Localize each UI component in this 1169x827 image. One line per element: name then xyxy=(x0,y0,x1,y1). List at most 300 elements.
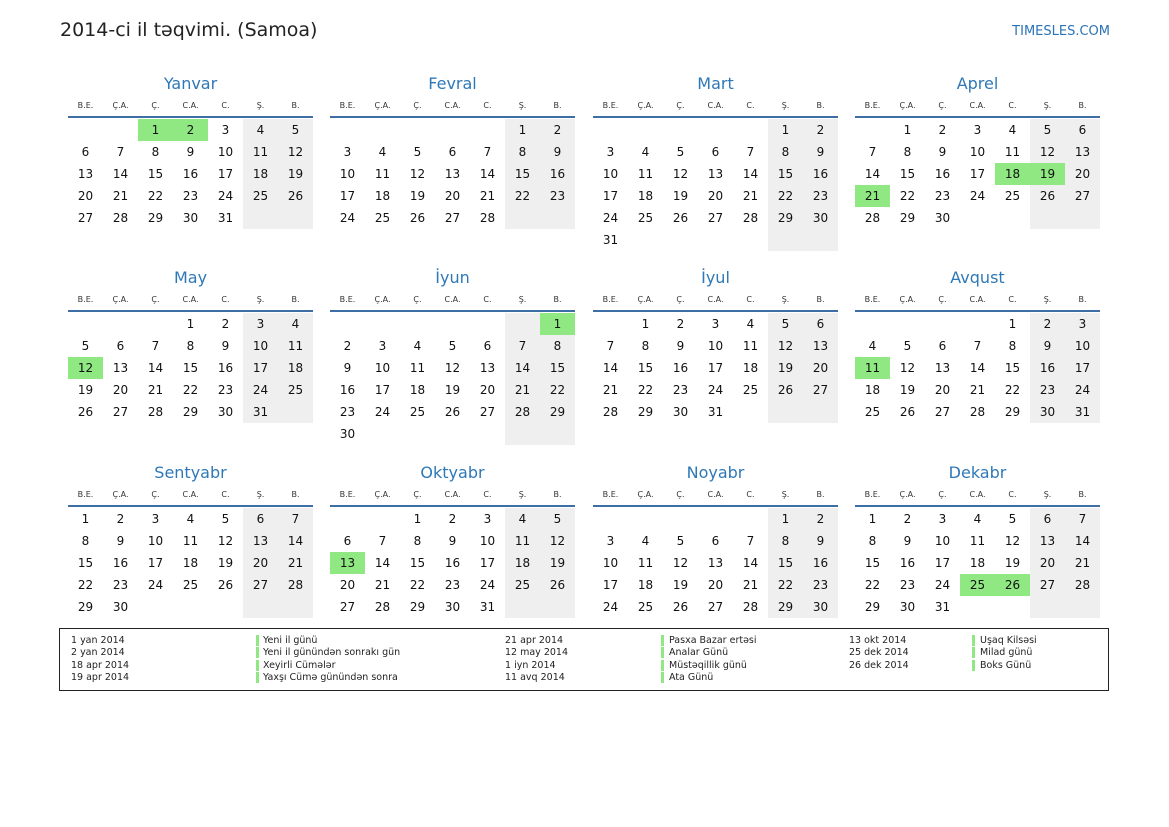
day-cell: 4 xyxy=(413,339,422,353)
day-cell: 9 xyxy=(221,339,230,353)
day-cell: 3 xyxy=(938,512,947,526)
legend-holiday-name: Pasxa Bazar ertəsi xyxy=(669,635,757,646)
day-cell: 20 xyxy=(339,578,356,592)
day-cell: 11 xyxy=(409,361,426,375)
day-cell: 7 xyxy=(505,335,540,357)
weekday-label: C. xyxy=(483,101,492,110)
day-cell: 5 xyxy=(676,145,685,159)
day-cell: 4 xyxy=(1008,123,1017,137)
weekend-cell-empty xyxy=(540,207,575,229)
day-cell: 29 xyxy=(864,600,881,614)
legend-color-marker xyxy=(661,660,664,671)
day-cell: 16 xyxy=(112,556,129,570)
day-cell: 5 xyxy=(81,339,90,353)
day-cell: 28 xyxy=(505,401,540,423)
day-cell: 2 xyxy=(1030,313,1065,335)
day-cell: 4 xyxy=(641,145,650,159)
day-cell-holiday: 19 xyxy=(1030,163,1065,185)
day-cell: 25 xyxy=(637,600,654,614)
day-cell: 1 xyxy=(186,317,195,331)
day-cell: 14 xyxy=(147,361,164,375)
day-cell: 24 xyxy=(374,405,391,419)
month-name: Oktyabr xyxy=(420,463,485,482)
legend-holiday-name: Analar Günü xyxy=(669,647,729,659)
day-cell: 22 xyxy=(768,574,803,596)
day-cell: 22 xyxy=(1004,383,1021,397)
weekday-label: Ç. xyxy=(676,295,685,304)
day-cell: 16 xyxy=(672,361,689,375)
weekday-label: Ş. xyxy=(518,101,527,110)
day-cell: 18 xyxy=(374,189,391,203)
day-cell: 22 xyxy=(768,185,803,207)
day-cell: 3 xyxy=(221,123,230,137)
day-cell: 6 xyxy=(116,339,125,353)
weekday-label: Ç.A. xyxy=(899,490,916,499)
month-divider xyxy=(593,505,838,507)
day-cell: 12 xyxy=(672,556,689,570)
weekday-label: C. xyxy=(221,101,230,110)
day-cell: 27 xyxy=(1030,574,1065,596)
day-cell: 5 xyxy=(413,145,422,159)
day-cell: 28 xyxy=(278,574,313,596)
day-cell: 9 xyxy=(676,339,685,353)
legend-color-marker xyxy=(661,635,664,646)
day-cell: 17 xyxy=(243,357,278,379)
day-cell: 9 xyxy=(540,141,575,163)
day-cell: 10 xyxy=(969,145,986,159)
weekday-label: Ç.A. xyxy=(637,295,654,304)
weekday-label: B.E. xyxy=(602,101,619,110)
legend-holiday-name: Ata Günü xyxy=(669,671,714,683)
day-cell: 29 xyxy=(637,405,654,419)
weekday-label: Ş. xyxy=(1043,490,1052,499)
legend-color-marker xyxy=(661,672,664,683)
day-cell: 19 xyxy=(77,383,94,397)
day-cell: 7 xyxy=(868,145,877,159)
legend-date: 19 apr 2014 xyxy=(71,671,130,683)
day-cell: 23 xyxy=(540,185,575,207)
weekday-label: Ş. xyxy=(781,295,790,304)
day-cell: 22 xyxy=(505,185,540,207)
day-cell: 28 xyxy=(374,600,391,614)
day-cell: 8 xyxy=(540,335,575,357)
month-block xyxy=(68,74,313,274)
weekday-header xyxy=(593,490,838,504)
day-cell: 1 xyxy=(81,512,90,526)
month-divider xyxy=(855,310,1100,312)
day-cell: 22 xyxy=(899,189,916,203)
weekday-label: C. xyxy=(221,295,230,304)
weekday-label: B.E. xyxy=(77,295,94,304)
weekday-label: B.E. xyxy=(77,101,94,110)
weekday-label: C. xyxy=(1008,101,1017,110)
day-cell: 24 xyxy=(339,211,356,225)
legend-color-marker xyxy=(256,635,259,646)
day-cell: 2 xyxy=(803,508,838,530)
day-cell: 26 xyxy=(1030,185,1065,207)
day-cell: 13 xyxy=(1030,530,1065,552)
day-cell: 8 xyxy=(413,534,422,548)
day-cell-holiday: 21 xyxy=(855,185,890,207)
weekday-label: C.A. xyxy=(444,101,461,110)
day-cell: 15 xyxy=(899,167,916,181)
weekday-header xyxy=(855,295,1100,309)
day-cell: 15 xyxy=(409,556,426,570)
day-cell: 26 xyxy=(77,405,94,419)
weekday-label: Ç.A. xyxy=(112,101,129,110)
day-cell: 12 xyxy=(540,530,575,552)
weekday-label: C. xyxy=(1008,295,1017,304)
day-cell: 4 xyxy=(868,339,877,353)
day-cell: 2 xyxy=(938,123,947,137)
weekday-label: B.E. xyxy=(77,490,94,499)
day-cell: 23 xyxy=(899,578,916,592)
day-cell: 2 xyxy=(221,317,230,331)
day-cell: 30 xyxy=(217,405,234,419)
day-cell: 26 xyxy=(217,578,234,592)
day-cell: 15 xyxy=(505,163,540,185)
legend-date: 12 may 2014 xyxy=(505,647,569,659)
weekday-label: Ş. xyxy=(518,490,527,499)
weekday-header xyxy=(68,101,313,115)
day-cell: 28 xyxy=(969,405,986,419)
day-cell: 24 xyxy=(969,189,986,203)
day-cell: 21 xyxy=(742,189,759,203)
day-cell: 14 xyxy=(742,556,759,570)
legend-color-marker xyxy=(972,647,975,658)
day-cell: 23 xyxy=(217,383,234,397)
legend-date: 18 apr 2014 xyxy=(71,659,130,671)
month-block xyxy=(855,74,1100,274)
weekend-cell-empty xyxy=(505,596,540,618)
day-cell: 20 xyxy=(444,189,461,203)
day-cell: 1 xyxy=(505,119,540,141)
day-cell: 19 xyxy=(672,578,689,592)
day-cell: 25 xyxy=(409,405,426,419)
day-cell: 11 xyxy=(1004,145,1021,159)
day-cell: 4 xyxy=(641,534,650,548)
day-cell: 3 xyxy=(606,145,615,159)
legend-date: 11 avq 2014 xyxy=(505,671,565,683)
day-cell: 2 xyxy=(676,317,685,331)
day-cell: 1 xyxy=(413,512,422,526)
day-cell: 5 xyxy=(903,339,912,353)
day-cell: 22 xyxy=(409,578,426,592)
day-cell: 6 xyxy=(711,145,720,159)
day-cell: 25 xyxy=(243,185,278,207)
day-cell: 24 xyxy=(217,189,234,203)
weekday-label: Ç. xyxy=(676,490,685,499)
day-cell: 15 xyxy=(864,556,881,570)
day-cell: 29 xyxy=(899,211,916,225)
month-block xyxy=(330,74,575,274)
day-cell: 8 xyxy=(768,141,803,163)
holiday-legend xyxy=(59,628,1109,691)
day-cell: 7 xyxy=(378,534,387,548)
day-cell: 22 xyxy=(637,383,654,397)
day-cell: 12 xyxy=(1004,534,1021,548)
day-cell: 24 xyxy=(243,379,278,401)
day-cell: 5 xyxy=(448,339,457,353)
weekday-label: Ç. xyxy=(938,295,947,304)
weekday-label: Ç.A. xyxy=(112,295,129,304)
month-name: Mart xyxy=(697,74,734,93)
day-cell: 5 xyxy=(221,512,230,526)
weekday-label: C.A. xyxy=(444,490,461,499)
day-cell: 13 xyxy=(77,167,94,181)
weekday-label: B.E. xyxy=(864,101,881,110)
month-name: Sentyabr xyxy=(154,463,227,482)
legend-date: 1 yan 2014 xyxy=(71,635,125,646)
day-cell: 12 xyxy=(409,167,426,181)
day-cell: 22 xyxy=(864,578,881,592)
day-cell: 11 xyxy=(637,556,654,570)
weekday-label: C. xyxy=(746,295,755,304)
day-cell: 30 xyxy=(444,600,461,614)
day-cell: 27 xyxy=(479,405,496,419)
day-cell: 18 xyxy=(505,552,540,574)
day-cell: 6 xyxy=(483,339,492,353)
day-cell: 27 xyxy=(934,405,951,419)
day-cell: 9 xyxy=(803,141,838,163)
day-cell: 6 xyxy=(1065,119,1100,141)
day-cell: 18 xyxy=(243,163,278,185)
day-cell: 18 xyxy=(278,357,313,379)
day-cell: 16 xyxy=(339,383,356,397)
weekday-label: C.A. xyxy=(707,490,724,499)
day-cell: 7 xyxy=(278,508,313,530)
day-cell: 27 xyxy=(803,379,838,401)
month-divider xyxy=(330,310,575,312)
legend-holiday-name: Yeni il günündən sonrakı gün xyxy=(263,647,401,659)
day-cell: 23 xyxy=(182,189,199,203)
day-cell: 4 xyxy=(746,317,755,331)
day-cell: 13 xyxy=(803,335,838,357)
day-cell: 11 xyxy=(505,530,540,552)
day-cell: 16 xyxy=(803,552,838,574)
month-divider xyxy=(855,505,1100,507)
day-cell: 18 xyxy=(637,578,654,592)
day-cell: 11 xyxy=(243,141,278,163)
day-cell: 16 xyxy=(540,163,575,185)
day-cell: 20 xyxy=(77,189,94,203)
day-cell: 21 xyxy=(505,379,540,401)
weekday-label: B.E. xyxy=(339,295,356,304)
day-cell: 26 xyxy=(768,379,803,401)
day-cell: 4 xyxy=(278,313,313,335)
day-cell: 19 xyxy=(444,383,461,397)
day-cell: 15 xyxy=(540,357,575,379)
day-cell: 14 xyxy=(278,530,313,552)
day-cell: 15 xyxy=(77,556,94,570)
weekend-cell-empty xyxy=(243,596,278,618)
day-cell: 1 xyxy=(768,119,803,141)
weekday-label: Ç.A. xyxy=(637,490,654,499)
legend-color-marker xyxy=(972,660,975,671)
weekend-cell-empty xyxy=(768,229,803,251)
legend-date: 2 yan 2014 xyxy=(71,647,125,659)
day-cell: 6 xyxy=(448,145,457,159)
weekday-label: B.E. xyxy=(864,490,881,499)
day-cell: 20 xyxy=(243,552,278,574)
day-cell: 1 xyxy=(903,123,912,137)
weekday-label: Ç. xyxy=(938,101,947,110)
day-cell: 28 xyxy=(742,211,759,225)
day-cell: 4 xyxy=(243,119,278,141)
legend-date: 13 okt 2014 xyxy=(849,635,907,646)
day-cell: 20 xyxy=(479,383,496,397)
weekend-cell-empty xyxy=(540,423,575,445)
weekday-label: Ç.A. xyxy=(374,295,391,304)
day-cell: 23 xyxy=(444,578,461,592)
day-cell: 10 xyxy=(374,361,391,375)
weekend-cell-empty xyxy=(278,401,313,423)
month-divider xyxy=(855,116,1100,118)
weekday-header xyxy=(68,295,313,309)
day-cell: 28 xyxy=(479,211,496,225)
legend-holiday-name: Boks Günü xyxy=(980,659,1032,671)
day-cell: 21 xyxy=(1065,552,1100,574)
day-cell: 19 xyxy=(672,189,689,203)
legend-holiday-name: Milad günü xyxy=(980,647,1033,659)
day-cell: 30 xyxy=(339,427,356,441)
day-cell: 31 xyxy=(707,405,724,419)
weekday-header xyxy=(593,101,838,115)
day-cell: 4 xyxy=(973,512,982,526)
day-cell: 29 xyxy=(540,401,575,423)
weekday-label: Ç.A. xyxy=(112,490,129,499)
day-cell: 21 xyxy=(374,578,391,592)
day-cell: 29 xyxy=(768,207,803,229)
day-cell: 20 xyxy=(112,383,129,397)
weekday-label: B.E. xyxy=(602,490,619,499)
day-cell: 27 xyxy=(707,600,724,614)
weekday-label: B. xyxy=(1078,101,1087,110)
day-cell: 2 xyxy=(116,512,125,526)
legend-color-marker xyxy=(661,647,664,658)
weekday-label: Ş. xyxy=(256,295,265,304)
day-cell: 8 xyxy=(186,339,195,353)
day-cell: 30 xyxy=(112,600,129,614)
day-cell: 19 xyxy=(278,163,313,185)
month-block xyxy=(593,74,838,274)
day-cell-holiday: 11 xyxy=(855,357,890,379)
day-cell: 17 xyxy=(934,556,951,570)
weekday-label: B. xyxy=(291,295,300,304)
weekday-label: Ş. xyxy=(781,490,790,499)
day-cell: 25 xyxy=(505,574,540,596)
day-cell: 11 xyxy=(374,167,391,181)
day-cell-holiday: 26 xyxy=(995,574,1030,596)
day-cell-holiday: 2 xyxy=(173,119,208,141)
weekday-label: B. xyxy=(816,490,825,499)
day-cell: 18 xyxy=(969,556,986,570)
month-name: İyul xyxy=(701,268,730,287)
day-cell: 4 xyxy=(186,512,195,526)
day-cell: 26 xyxy=(278,185,313,207)
day-cell: 21 xyxy=(278,552,313,574)
day-cell: 18 xyxy=(742,361,759,375)
day-cell: 26 xyxy=(672,211,689,225)
day-cell: 20 xyxy=(1065,163,1100,185)
legend-color-marker xyxy=(256,647,259,658)
day-cell: 12 xyxy=(217,534,234,548)
day-cell: 12 xyxy=(899,361,916,375)
weekday-label: Ç.A. xyxy=(899,295,916,304)
day-cell: 8 xyxy=(1008,339,1017,353)
page-title: 2014-ci il təqvimi. (Samoa) xyxy=(60,19,318,41)
day-cell: 8 xyxy=(641,339,650,353)
day-cell: 24 xyxy=(602,600,619,614)
day-cell: 19 xyxy=(1004,556,1021,570)
weekday-label: Ç. xyxy=(151,295,160,304)
day-cell: 11 xyxy=(969,534,986,548)
day-cell: 15 xyxy=(182,361,199,375)
day-cell: 31 xyxy=(934,600,951,614)
weekday-label: Ş. xyxy=(256,101,265,110)
day-cell: 31 xyxy=(602,233,619,247)
day-cell: 10 xyxy=(707,339,724,353)
site-link[interactable]: TIMESLES.COM xyxy=(1012,24,1110,39)
legend-holiday-name: Xeyirli Cümələr xyxy=(263,659,336,671)
weekend-cell-empty xyxy=(505,423,540,445)
day-cell: 27 xyxy=(707,211,724,225)
weekday-label: Ş. xyxy=(518,295,527,304)
day-cell: 19 xyxy=(768,357,803,379)
day-cell: 5 xyxy=(676,534,685,548)
day-cell: 8 xyxy=(151,145,160,159)
month-divider xyxy=(593,116,838,118)
day-cell: 29 xyxy=(409,600,426,614)
day-cell: 30 xyxy=(803,207,838,229)
day-cell: 12 xyxy=(768,335,803,357)
day-cell: 10 xyxy=(602,556,619,570)
legend-date: 21 apr 2014 xyxy=(505,635,564,646)
day-cell: 10 xyxy=(934,534,951,548)
day-cell: 17 xyxy=(1065,357,1100,379)
day-cell: 26 xyxy=(540,574,575,596)
weekday-label: C. xyxy=(746,101,755,110)
day-cell: 25 xyxy=(1004,189,1021,203)
weekday-label: C. xyxy=(746,490,755,499)
weekday-label: B.E. xyxy=(339,101,356,110)
day-cell: 1 xyxy=(768,508,803,530)
day-cell: 5 xyxy=(1008,512,1017,526)
day-cell: 7 xyxy=(746,534,755,548)
day-cell: 27 xyxy=(1065,185,1100,207)
day-cell: 16 xyxy=(182,167,199,181)
day-cell: 17 xyxy=(479,556,496,570)
day-cell: 12 xyxy=(444,361,461,375)
day-cell: 3 xyxy=(606,534,615,548)
day-cell: 8 xyxy=(868,534,877,548)
month-name: Avqust xyxy=(950,268,1005,287)
day-cell: 19 xyxy=(409,189,426,203)
day-cell: 21 xyxy=(112,189,129,203)
day-cell: 16 xyxy=(899,556,916,570)
weekend-cell-empty xyxy=(540,596,575,618)
day-cell: 8 xyxy=(81,534,90,548)
day-cell: 17 xyxy=(969,167,986,181)
weekend-cell-empty xyxy=(505,207,540,229)
day-cell: 7 xyxy=(746,145,755,159)
month-block xyxy=(855,268,1100,468)
day-cell: 15 xyxy=(1004,361,1021,375)
month-block xyxy=(593,268,838,468)
weekday-label: B. xyxy=(816,295,825,304)
weekday-label: Ş. xyxy=(781,101,790,110)
day-cell: 25 xyxy=(864,405,881,419)
